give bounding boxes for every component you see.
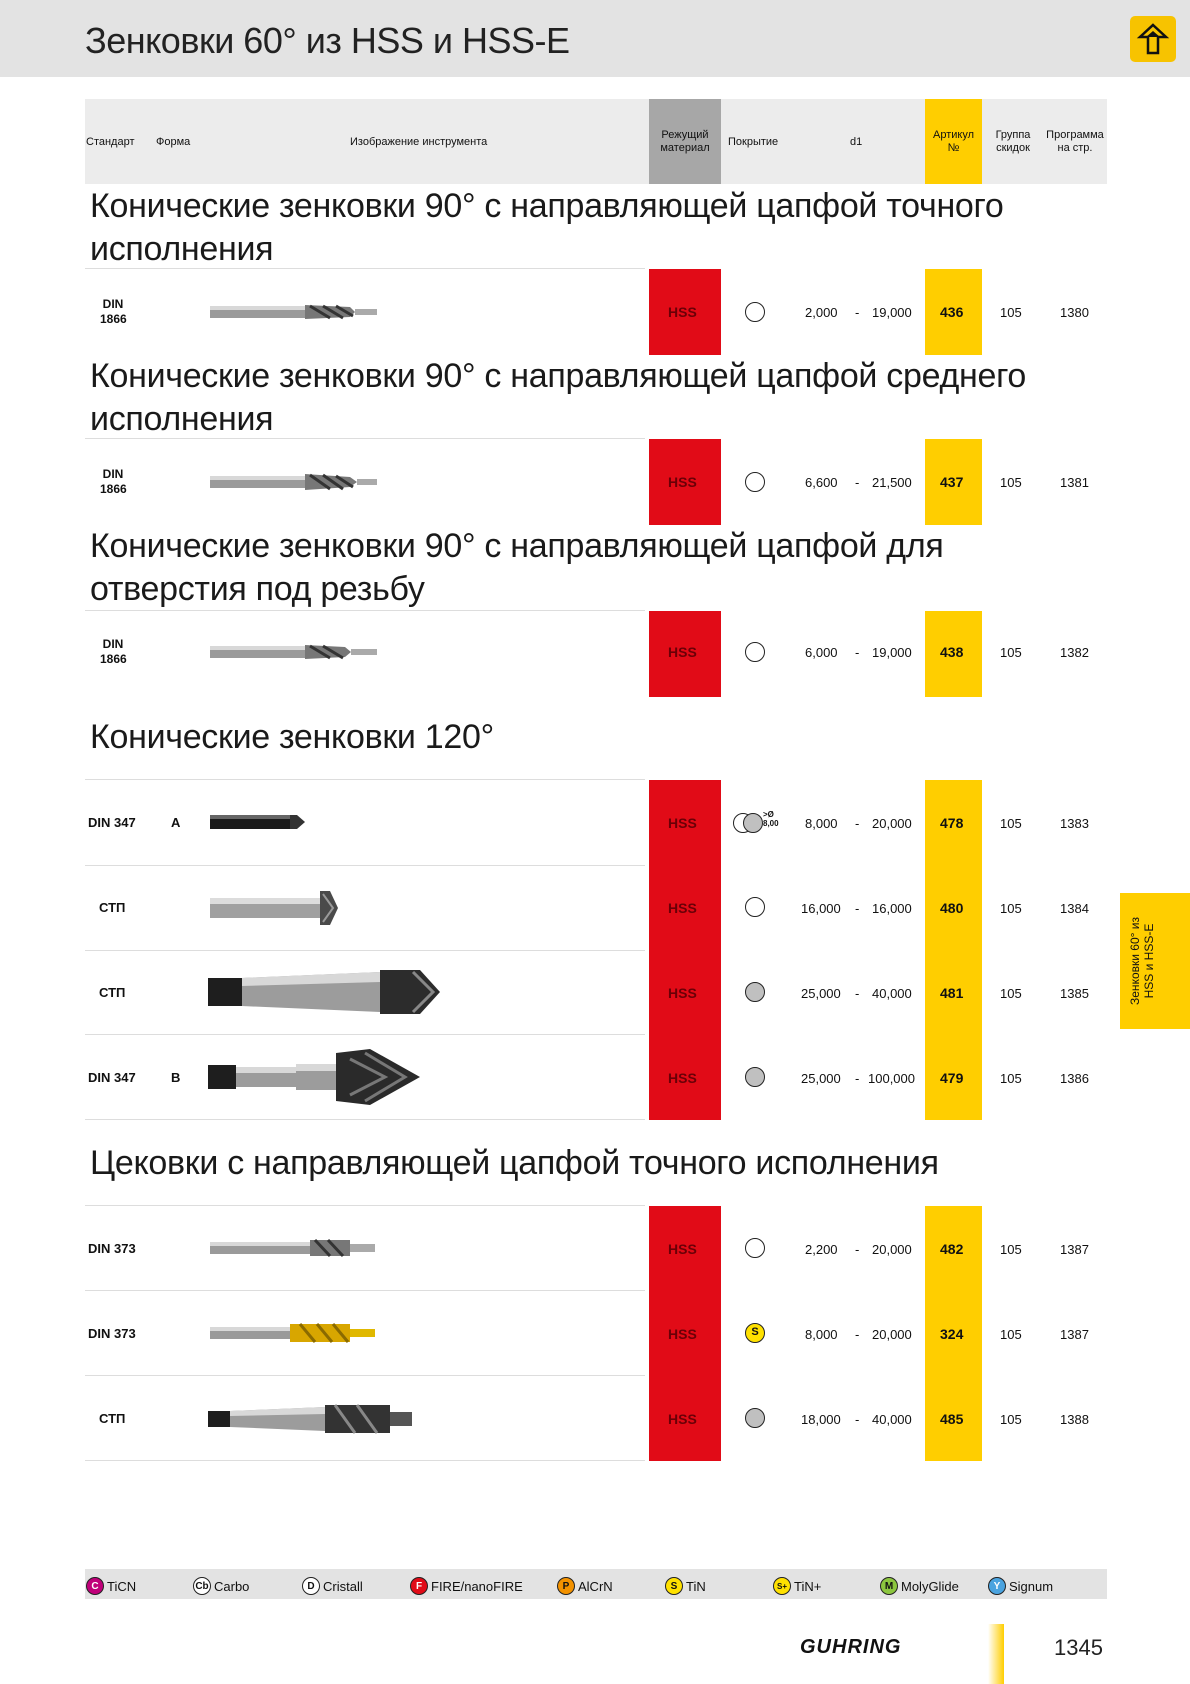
footer-accent-bar [988,1624,1004,1684]
legend-item: F FIRE/nanoFIRE [410,1577,523,1595]
countersink-pilot-tool-image [205,468,385,496]
article-cell [925,780,982,1120]
article-number: 485 [940,1411,964,1427]
program-page: 1387 [1060,1242,1089,1257]
section-title: Конические зенковки 90° с направляющей цапфой точного исполнения [90,187,1004,268]
program-page: 1380 [1060,305,1089,320]
program-page: 1386 [1060,1071,1089,1086]
d1-from: 6,600 [805,475,838,490]
d1-dash: - [855,986,860,1001]
row-separator [85,1375,645,1376]
material-label: HSS [668,900,697,916]
d1-from: 8,000 [805,1327,838,1342]
header-discount: Группа скидок [995,129,1031,154]
material-label: HSS [668,1326,697,1342]
d1-from: 8,000 [805,816,838,831]
coated-grey-icon [745,982,765,1002]
legend-item: S TiN [665,1577,706,1595]
d1-from: 18,000 [801,1412,841,1427]
standard-cell: DIN 373 [88,1241,136,1256]
alcrn-coating-icon: P [557,1577,575,1595]
program-page: 1385 [1060,986,1089,1001]
d1-to: 19,000 [872,305,912,320]
material-label: HSS [668,1411,697,1427]
brand-logo: GUHRING [800,1636,902,1658]
section-title: Конические зенковки 90° с направляющей цапфой среднего исполнения [90,357,1027,438]
header-d1: d1 [850,136,863,148]
uncoated-icon [745,302,765,322]
material-label: HSS [668,1070,697,1086]
form-cell: A [171,815,181,830]
brand-logo-icon [1130,16,1176,62]
legend-item: C TiCN [86,1577,136,1595]
article-number: 480 [940,900,964,916]
fire-coating-icon: F [410,1577,428,1595]
standard-cell: DIN 1866 [100,297,127,326]
article-number: 437 [940,474,964,490]
section-title: Конические зенковки 90° с направляющей цапфой для отверстия под резьбу [90,527,944,608]
discount-group: 105 [1000,901,1022,916]
d1-dash: - [855,475,860,490]
row-separator [85,1034,645,1035]
legend-item: Y Signum [988,1577,1053,1595]
program-page: 1381 [1060,475,1089,490]
d1-dash: - [855,645,860,660]
article-number: 436 [940,304,964,320]
coated-grey-icon [745,1067,765,1087]
countersink-taper-shank-tool-image [205,962,465,1022]
d1-from: 2,200 [805,1242,838,1257]
standard-cell: DIN 1866 [100,637,127,666]
counterbore-taper-shank-tool-image [205,1402,445,1436]
header-image: Изображение инструмента [350,136,488,148]
material-label: HSS [668,815,697,831]
legend-item: Cb Carbo [193,1577,249,1595]
discount-group: 105 [1000,1412,1022,1427]
row-separator [85,1290,645,1291]
countersink-pilot-tool-image [205,298,385,326]
article-number: 479 [940,1070,964,1086]
signum-coating-icon: Y [988,1577,1006,1595]
countersink-tool-image [205,808,385,836]
discount-group: 105 [1000,475,1022,490]
d1-to: 21,500 [872,475,912,490]
row-separator [85,950,645,951]
program-page: 1387 [1060,1327,1089,1342]
material-label: HSS [668,985,697,1001]
coated-grey-icon [745,1408,765,1428]
d1-dash: - [855,1242,860,1257]
row-separator [85,779,645,780]
standard-cell: DIN 373 [88,1326,136,1341]
d1-dash: - [855,1327,860,1342]
cristall-coating-icon: D [302,1577,320,1595]
program-page: 1384 [1060,901,1089,916]
d1-to: 100,000 [868,1071,915,1086]
row-separator [85,610,645,611]
discount-group: 105 [1000,1071,1022,1086]
header-standard: Стандарт [86,136,135,148]
standard-cell: СТП [99,1411,126,1426]
legend-item: D Cristall [302,1577,363,1595]
legend-item: M MolyGlide [880,1577,959,1595]
row-separator [85,1460,645,1461]
standard-cell: DIN 347 [88,815,136,830]
page-title: Зенковки 60° из HSS и HSS-E [85,20,570,61]
d1-dash: - [855,305,860,320]
header-form: Форма [156,136,191,148]
d1-from: 16,000 [801,901,841,916]
program-page: 1383 [1060,816,1089,831]
d1-to: 20,000 [872,1327,912,1342]
legend-item: S+ TiN+ [773,1577,821,1595]
countersink-pilot-tool-image [205,638,385,666]
header-article: Артикул № [932,129,974,154]
standard-cell: СТП [99,985,126,1000]
article-number: 324 [940,1326,964,1342]
counterbore-pilot-tool-image [205,1234,385,1262]
d1-from: 6,000 [805,645,838,660]
uncoated-icon [745,1238,765,1258]
carbo-coating-icon: Cb [193,1577,211,1595]
standard-cell: СТП [99,900,126,915]
row-separator [85,268,645,269]
legend-item: P AlCrN [557,1577,613,1595]
d1-from: 25,000 [801,1071,841,1086]
d1-dash: - [855,901,860,916]
molyglide-coating-icon: M [880,1577,898,1595]
program-page: 1388 [1060,1412,1089,1427]
row-separator [85,1119,645,1120]
uncoated-icon [745,472,765,492]
countersink-taper-shank-tool-image [205,1047,425,1107]
header-coating: Покрытие [728,136,779,148]
section-title: Конические зенковки 120° [90,718,494,756]
material-label: HSS [668,644,697,660]
ticn-coating-icon: C [86,1577,104,1595]
material-cell [649,780,721,1120]
row-separator [85,865,645,866]
program-page: 1382 [1060,645,1089,660]
standard-cell: DIN 1866 [100,467,127,496]
tin-coating-icon: S [665,1577,683,1595]
material-label: HSS [668,304,697,320]
countersink-tool-image [205,888,385,928]
article-number: 482 [940,1241,964,1257]
header-program: Программа на стр. [1046,129,1104,154]
header-material: Режущий материал [660,129,710,154]
article-number: 438 [940,644,964,660]
material-label: HSS [668,474,697,490]
d1-to: 16,000 [872,901,912,916]
article-number: 481 [940,985,964,1001]
coated-grey-icon [743,813,763,833]
coating-note: >Ø 8,00 [763,810,779,828]
row-separator [85,1205,645,1206]
d1-to: 20,000 [872,816,912,831]
page-number: 1345 [1054,1635,1103,1660]
discount-group: 105 [1000,1242,1022,1257]
discount-group: 105 [1000,986,1022,1001]
standard-cell: DIN 347 [88,1070,136,1085]
d1-dash: - [855,1071,860,1086]
uncoated-icon [745,897,765,917]
material-label: HSS [668,1241,697,1257]
d1-dash: - [855,1412,860,1427]
d1-dash: - [855,816,860,831]
counterbore-pilot-tool-image [205,1319,385,1347]
d1-to: 20,000 [872,1242,912,1257]
uncoated-icon [745,642,765,662]
tin-plus-coating-icon: S+ [773,1577,791,1595]
d1-from: 25,000 [801,986,841,1001]
d1-to: 19,000 [872,645,912,660]
d1-to: 40,000 [872,986,912,1001]
section-title: Цековки с направляющей цапфой точного исполнения [90,1144,939,1182]
tin-coating-icon: S [745,1323,765,1343]
discount-group: 105 [1000,305,1022,320]
d1-from: 2,000 [805,305,838,320]
side-tab-label: Зенковки 60° из HSS и HSS-E [1128,917,1156,1005]
form-cell: B [171,1070,181,1085]
article-number: 478 [940,815,964,831]
discount-group: 105 [1000,816,1022,831]
row-separator [85,438,645,439]
d1-to: 40,000 [872,1412,912,1427]
discount-group: 105 [1000,1327,1022,1342]
discount-group: 105 [1000,645,1022,660]
